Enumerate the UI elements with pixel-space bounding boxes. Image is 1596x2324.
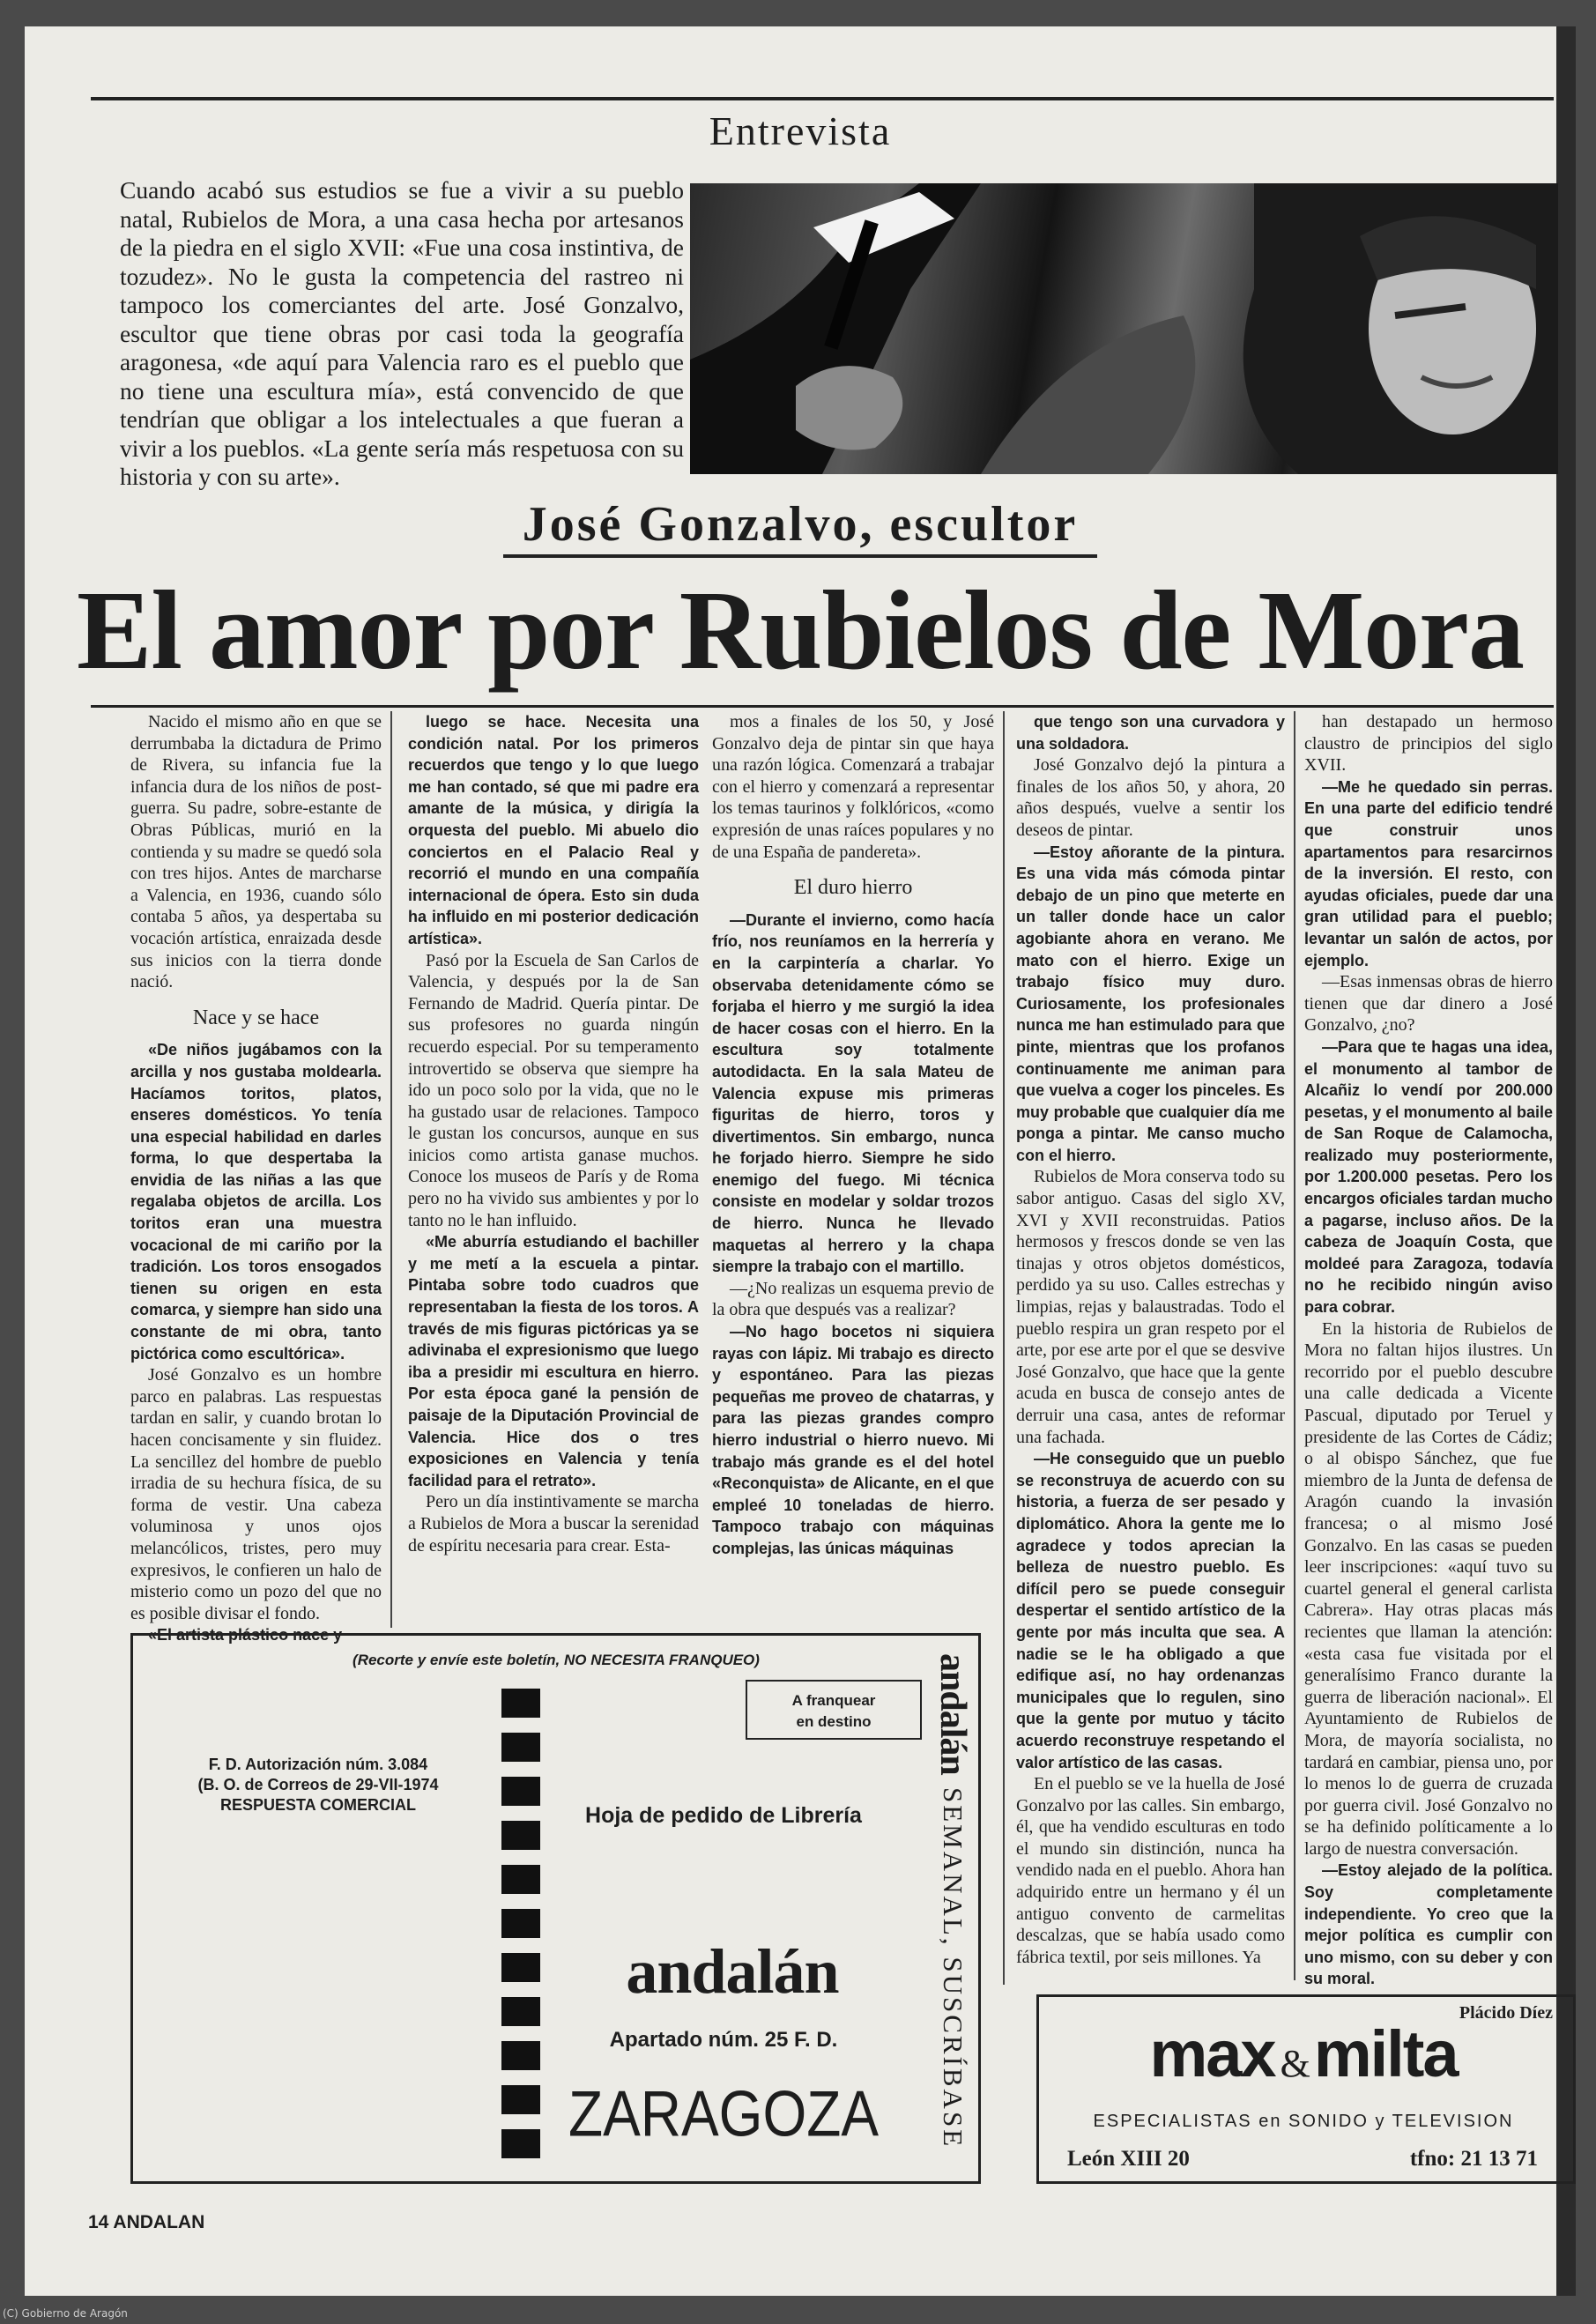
text-paragraph: han destapado un hermoso claustro de principios del siglo XVII.	[1304, 712, 1553, 776]
subscription-coupon	[130, 1633, 981, 2184]
headline-rule	[91, 705, 1554, 708]
text-paragraph: Nacido el mismo año en que se derrumbaba la dictadura de Primo de Rivera, su infancia fue la infancia dura de los niños de post-guerra. Su padre, sobre-estante de Obras Públicas, murió en la contienda y su madre se quedó sola con tres hijos. Antes de marcharse a Valencia, en 1936, cuando sólo contaba 5 años, ya despertaba su vocación artística, enraizada desde sus inicios con la tierra donde nació.	[130, 712, 382, 992]
newspaper-page	[25, 26, 1576, 2296]
quote-paragraph: —Me he quedado sin perras. En una parte del edificio tendré que construir unos apartamentos para resarcirnos de la inversión. El resto, con ayudas oficiales, puede dar una gran utilidad para el pueblo; levantar un salón de actos, por ejemplo.	[1304, 777, 1553, 969]
auth-line: RESPUESTA COMERCIAL	[219, 1796, 416, 1814]
ad-tagline: ESPECIALISTAS en SONIDO y TELEVISION	[1093, 2112, 1514, 2131]
article-column-4	[1016, 711, 1285, 1968]
photo-illustration	[690, 183, 1558, 474]
column-divider	[390, 711, 392, 1628]
auth-line: F. D. Autorización núm. 3.084	[208, 1756, 428, 1773]
copyright-credit: (C) Gobierno de Aragón	[3, 2307, 128, 2320]
quote-paragraph: —He conseguido que un pueblo se reconstruya de acuerdo con su historia, a fuerza de ser pesado y diplomático. Ahora la gente me lo agradece y todos aprecian la belleza de nuestro pueblo. Es difícil pero se puede conseguir despertar el sentido artístico de la gente por más inculta que sea. A nadie se le ha obligado a que edifique así, no hay ordenanzas municipales que lo regulen, sino que la gente por mutuo y tácito acuerdo reconstruye respetando el valor artístico de las casas.	[1016, 1450, 1285, 1771]
quote-paragraph: —Durante el invierno, como hacía frío, nos reuníamos en la herrería y en la carpintería a charlar. Yo observaba detenidamente cómo se forjaba el hierro y me surgió la idea de hacer cosas con el hierro. En la escultura soy totalmente autodidacta. En la sala Mateu de Valencia expuse mis primeras figuritas de hierro, toros y divertimentos. Sin embargo, nunca he forjado hierro. Siempre he sido enemigo del fuego. Mi técnica consiste en modelar y soldar trozos de hierro. Nunca he llevado maquetas al herrero y la chapa siempre la trabajo con el martillo.	[712, 910, 994, 1276]
headline: El amor por Rubielos de Mora	[77, 568, 1524, 693]
sculptor-photo	[690, 183, 1558, 474]
text-paragraph: Pero un día instintivamente se marcha a Rubielos de Mora a buscar la serenidad de espíritu necesaria para crear. Esta-	[408, 1492, 699, 1556]
auth-line: (B. O. de Correos de 29-VII-1974	[197, 1776, 439, 1793]
top-rule	[91, 97, 1554, 100]
section-title: Entrevista	[709, 108, 892, 153]
article-column-5	[1304, 711, 1553, 2024]
scan-edge	[1556, 26, 1576, 2296]
city-name: ZARAGOZA	[568, 2076, 880, 2150]
quote-paragraph: «De niños jugábamos con la arcilla y nos gustaba moldearla. Hacíamos toritos, platos, enseres domésticos. Yo tenía una especial habilidad en darles forma, lo que despertaba la envidia de las niñas a las que regalaba objetos de arcilla. Los toritos eran una muestra vocacional de mi cariño por la tradición. Los toros ensogados tienen su origen en esta comarca, y siempre han sido una constante de mi obra, tanto pictórica como escultórica».	[130, 1041, 382, 1362]
postal-bars	[501, 1689, 540, 2173]
byline-container	[25, 496, 1576, 558]
byline: José Gonzalvo, escultor	[503, 496, 1097, 558]
text-paragraph: —¿No realizas un esquema previo de la obra que después vas a realizar?	[712, 1278, 994, 1320]
article-column-1	[130, 711, 382, 1646]
quote-paragraph: —No hago bocetos ni siquiera rayas con lápiz. Mi trabajo es directo y espontáneo. Para las piezas pequeñas me proveo de chatarras, y para las piezas grandes compro hierro industrial o hierro nuevo. Mi trabajo más grande es el del hotel «Reconquista» de Alicante, en el que empleé 10 toneladas de hierro. Tampoco trabajo con máquinas complejas, las únicas máquinas	[712, 1323, 994, 1557]
article-column-2	[408, 711, 699, 1556]
vertical-slogan: SEMANAL, SUSCRÍBASE	[938, 1786, 969, 2149]
quote-paragraph: luego se hace. Necesita una condición natal. Por los primeros recuerdos que tengo y lo que luego me han contado, sé que mi padre era amante de la música, y dirigía la orquesta del pueblo. Mi abuelo dio conciertos en el Palacio Real y recorrió el mundo en una compañía internacional de ópera. Esto sin duda ha influido en mi posterior dedicación artística».	[408, 713, 699, 947]
stamp-box	[746, 1680, 922, 1740]
quote-paragraph: —Para que te hagas una idea, el monumento al tambor de Alcañiz lo vendí por 200.000 pesetas, y el monumento al baile de San Roque de Calamocha, realizado muy posteriormente, por 1.200.000 pesetas. Pero los encargos oficiales tardan mucho a pagarse, incluso años. De la cabeza de Joaquín Costa, que moldeé para Zaragoza, todavía no he recibido ningún aviso para cobrar.	[1304, 1037, 1553, 1317]
author-signature: Plácido Díez	[1459, 2003, 1553, 2023]
intro-text: Cuando acabó sus estudios se fue a vivir a su pueblo natal, Rubielos de Mora, a una casa hecha por artesanos de la piedra en el siglo XVII: «Fue una cosa instintiva, de tozudez». No le gusta la competencia del rastreo ni tampoco los comerciantes del arte. José Gonzalvo, escultor que tiene obras por casi toda la geografía aragonesa, «de aquí para Valencia raro es el pueblo que no tiene una escultura mía», está convencido de que tendrían que obligar a los intelectuales a que fueran a vivir a los pueblos. «La gente sería más respetuosa con su historia y con su arte».	[120, 176, 684, 490]
subheading: El duro hierro	[793, 876, 913, 900]
ad-ampersand: &	[1280, 2042, 1309, 2085]
stamp-line: en destino	[796, 1713, 872, 1730]
text-paragraph: En la historia de Rubielos de Mora no faltan hijos ilustres. Un recorrido por el pueblo descubre una calle dedicada a Vicente Pascual, diputado por Teruel y presidente de las Cortes de Cádiz; o al obispo Sánchez, que fue miembro de la Junta de defensa de Aragón cuando la invasión francesa; o al mismo José Gonzalvo. En las casas se pueden leer inscripciones: «aquí tuvo su cuartel general el general carlista Cabrera». Hay otras placas más recientes que llaman la atención: «esta casa fue visitada por el generalísimo Franco durante la guerra de liberación nacional». El Ayuntamiento de Rubielos de Mora, de mayoría socialista, no tardará en cambiar, piensa uno, por lo menos lo de guerra de cruzada por guerra civil. José Gonzalvo no se ha definido políticamente a lo largo de nuestra conversación.	[1304, 1318, 1553, 1859]
advertisement	[1036, 1994, 1576, 2184]
quote-paragraph: —Estoy añorante de la pintura. Es una vida más cómoda pintar debajo de un pino que meterte en un taller donde hace un calor agobiante ahora en verano. Me mato con el hierro. Exige un trabajo físico muy duro. Curiosamente, los profesionales nunca me han estimulado para que pinte, mientras que los profanos continuamente me animan para que vuelva a coger los pinceles. Es muy probable que cualquier día me ponga a pintar. Me canso mucho con el hierro.	[1016, 843, 1285, 1164]
stamp-line: A franquear	[791, 1692, 876, 1709]
column-divider	[1294, 711, 1295, 1980]
subheading: Nace y se hace	[192, 1006, 320, 1029]
ad-address: León XIII 20	[1067, 2147, 1190, 2171]
column-divider	[1003, 711, 1005, 1985]
quote-paragraph: que tengo son una curvadora y una soldadora.	[1016, 713, 1285, 753]
text-paragraph: José Gonzalvo es un hombre parco en palabras. Las respuestas tardan en salir, y cuando brotan lo hacen concisamente y sin fluidez. La sencillez del hombre de pueblo irradia de su hechura física, de su forma de vestir. Una cabeza voluminosa y unos ojos melancólicos, tristes, pero muy expresivos, le confieren un halo de misterio como un pozo del que no es posible divisar el fondo.	[130, 1365, 382, 1623]
text-paragraph: José Gonzalvo dejó la pintura a finales de los años 50, y ahora, 20 años después, vuelve a sentir los deseos de pintar.	[1016, 755, 1285, 840]
page-footer: 14 ANDALAN	[88, 2212, 205, 2232]
ad-logo	[1039, 2016, 1568, 2091]
quote-paragraph: —Estoy alejado de la política. Soy completamente independiente. Yo creo que la mejor política es cumplir con uno mismo, con su deber y con su moral.	[1304, 1861, 1553, 1988]
text-paragraph: Pasó por la Escuela de San Carlos de Valencia, y después por la de San Fernando de Madrid. Quería pintar. De sus profesores no guarda ningún recuerdo especial. Por su temperamento introvertido se observa que siempre ha ido un poco solo por la vida, que no le ha gustado usar de relaciones. Tampoco le gustan los concursos, aunque en sus inicios como artista ganase muchos. Conoce los museos de París y de Roma pero no ha vivido sus ambientes y por lo tanto no le han influido.	[408, 950, 699, 1230]
text-paragraph: Rubielos de Mora conserva todo su sabor antiguo. Casas del siglo XV, XVI y XVII reconstruidas. Patios hermosos y frescos donde se ven las tinajas y otros objetos domésticos, perdido ya su uso. Calles estrechas y limpias, rejas y balaustradas. Todo el pueblo respira un gran respeto por el arte, por ese arte por el que se desvive José Gonzalvo, que hace que la gente acuda en busca de consejo antes de derruir una casa, antes de reformar una fachada.	[1016, 1167, 1285, 1447]
ad-phone: tfno: 21 13 71	[1409, 2147, 1538, 2171]
quote-paragraph: «Me aburría estudiando el bachiller y me metí a la escuela a pintar. Pintaba sobre todo cuadros que representaban la fiesta de los toros. A través de mis figuras pictóricas ya se adivinaba el expresionismo que luego iba a presidir mi escultura en hierro. Por esta época gané la pensión de paisaje de la Diputación Provincial de Valencia. Hice dos o tres exposiciones en Valencia y tenía facilidad para el retrato».	[408, 1233, 699, 1489]
text-paragraph: mos a finales de los 50, y José Gonzalvo deja de pintar sin que haya una razón lógica. Comenzará a trabajar con el hierro y comenzará a representar los temas taurinos y folklóricos, «como expresión de unas raíces populares y no de una España de pandereta».	[712, 712, 994, 862]
coupon-header: (Recorte y envíe este boletín, NO NECESITA FRANQUEO)	[353, 1652, 760, 1668]
article-column-3	[712, 711, 994, 1560]
vertical-brand: andalán	[932, 1653, 973, 1775]
quote-paragraph: «El artista plástico nace y	[148, 1626, 343, 1645]
ad-name-part: max	[1149, 2017, 1275, 2090]
brand-logo: andalán	[626, 1936, 839, 2007]
text-paragraph: —Esas inmensas obras de hierro tienen que dar dinero a José Gonzalvo, ¿no?	[1304, 972, 1553, 1036]
text-paragraph: En el pueblo se ve la huella de José Gonzalvo por las calles. Sin embargo, él, que ha vendido esculturas en todo el mundo sin distinción, nunca ha vendido nada en el pueblo. Ahora han adquirido entre un hermano y él un antiguo convento de carmelitas descalzas, que se había usado como fábrica textil, por seis millones. Ya	[1016, 1774, 1285, 1967]
postal-authorization	[160, 1755, 477, 1815]
vertical-slogan-box	[926, 1653, 979, 2173]
ad-name-part: milta	[1313, 2017, 1458, 2090]
postal-box: Apartado núm. 25 F. D.	[609, 2028, 838, 2052]
order-label: Hoja de pedido de Librería	[585, 1803, 862, 1828]
